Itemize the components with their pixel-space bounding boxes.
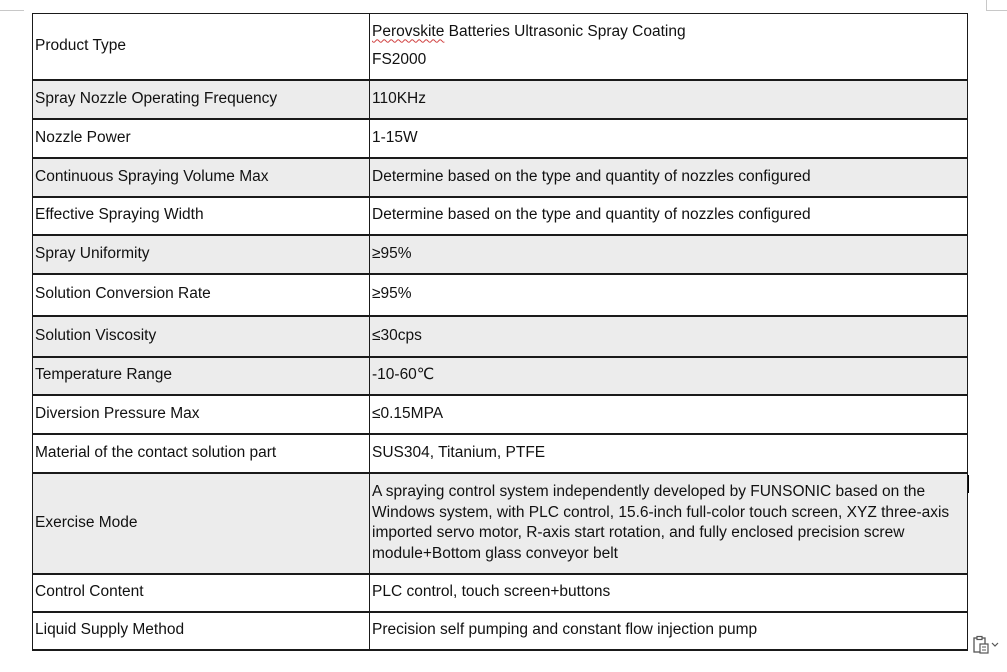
spec-label-cell[interactable]: Temperature Range [33, 357, 370, 395]
spec-value-line: 1-15W [372, 128, 418, 146]
clipboard-paste-icon [972, 635, 990, 655]
spec-value-cell[interactable] [370, 158, 968, 197]
spec-value-cell[interactable] [370, 574, 968, 612]
spec-value-line: ≤0.15MPA [372, 404, 444, 422]
spec-label-cell[interactable]: Solution Conversion Rate [33, 274, 370, 316]
spec-value-cell[interactable] [370, 197, 968, 235]
spec-value-cell[interactable] [370, 612, 968, 650]
spec-label-cell[interactable]: Nozzle Power [33, 119, 370, 158]
spec-value-cell[interactable] [370, 80, 968, 119]
spec-value-cell[interactable] [370, 235, 968, 274]
table-row [33, 235, 968, 274]
table-row [33, 119, 968, 158]
table-row [33, 197, 968, 235]
spec-label-cell[interactable]: Material of the contact solution part [33, 434, 370, 473]
spec-value-cell[interactable] [370, 274, 968, 316]
spec-label-cell[interactable]: Liquid Supply Method [33, 612, 370, 650]
page-margin-guide [0, 10, 24, 11]
spec-label-cell[interactable]: Exercise Mode [33, 473, 370, 574]
spec-value-line: ≥95% [372, 244, 412, 262]
spec-value-line: Determine based on the type and quantity of nozzles configured [372, 206, 811, 224]
table-row [33, 14, 968, 80]
table-row [33, 395, 968, 434]
spec-value-cell[interactable] [370, 395, 968, 434]
spec-value-line: A spraying control system independently developed by FUNSONIC based on the [372, 483, 926, 500]
spec-value-cell[interactable] [370, 14, 968, 80]
spec-label-cell[interactable]: Effective Spraying Width [33, 197, 370, 235]
spec-value-cell[interactable] [370, 357, 968, 395]
chevron-down-icon [991, 642, 999, 648]
spec-value-line: module+Bottom glass conveyor belt [372, 544, 618, 562]
spec-value-cell[interactable] [370, 119, 968, 158]
table-row [33, 80, 968, 119]
spec-value-line: Perovskite Batteries Ultrasonic Spray Coating [372, 23, 686, 41]
spec-value-line: ≤30cps [372, 326, 422, 344]
spec-value-line: Precision self pumping and constant flow injection pump [372, 621, 758, 639]
spec-label-cell[interactable]: Solution Viscosity [33, 316, 370, 357]
table-row [33, 473, 968, 574]
table-row [33, 434, 968, 473]
table-row [33, 574, 968, 612]
spec-value-line: imported servo motor, R-axis start rotation, and fully enclosed precision screw [372, 524, 905, 541]
spec-value-cell[interactable] [370, 434, 968, 473]
spec-label-cell[interactable]: Product Type [33, 14, 370, 80]
spec-label-cell[interactable]: Continuous Spraying Volume Max [33, 158, 370, 197]
table-row [33, 274, 968, 316]
spec-value-line: -10-60℃ [372, 366, 435, 384]
paste-options-button[interactable] [972, 633, 1005, 657]
spec-label-cell[interactable]: Spray Uniformity [33, 235, 370, 274]
text-cursor [968, 475, 969, 493]
spec-label-cell[interactable]: Spray Nozzle Operating Frequency [33, 80, 370, 119]
table-row [33, 612, 968, 650]
spec-value-cell[interactable] [370, 316, 968, 357]
spec-value-line: 110KHz [372, 89, 426, 107]
table-row [33, 158, 968, 197]
spec-value-line: PLC control, touch screen+buttons [372, 583, 611, 601]
table-row [33, 316, 968, 357]
table-row [33, 357, 968, 395]
spec-table [32, 13, 968, 651]
spec-label-cell[interactable]: Control Content [33, 574, 370, 612]
page-margin-guide [986, 0, 987, 10]
spec-label-cell[interactable]: Diversion Pressure Max [33, 395, 370, 434]
spec-value-line: SUS304, Titanium, PTFE [372, 443, 546, 461]
spec-value-cell[interactable] [370, 473, 968, 574]
spellcheck-flagged-word[interactable]: Perovskite [372, 23, 445, 41]
spec-value-line: ≥95% [372, 285, 412, 303]
spec-value-line: FS2000 [372, 51, 427, 69]
spec-value-line: Determine based on the type and quantity of nozzles configured [372, 167, 811, 185]
page-margin-guide [986, 10, 1007, 11]
spec-value-line: Windows system, with PLC control, 15.6-inch full-color touch screen, XYZ three-axis [372, 503, 950, 521]
